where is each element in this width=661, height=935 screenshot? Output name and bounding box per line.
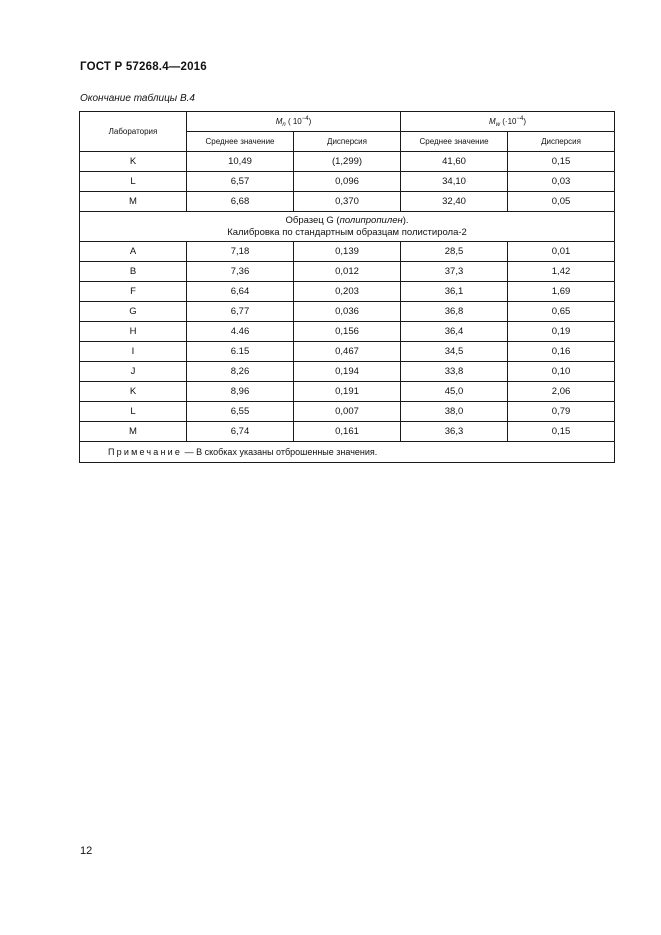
- mn-scale-open: ( 10: [285, 116, 302, 126]
- cell-mw-dispersion: 0,65: [508, 302, 615, 322]
- cell-mn-dispersion: 0,203: [294, 282, 401, 302]
- cell-laboratory: M: [80, 192, 187, 212]
- cell-mw-dispersion: 0,79: [508, 402, 615, 422]
- table-row: [80, 242, 615, 262]
- cell-mn-dispersion: 0,161: [294, 422, 401, 442]
- table-row: [80, 422, 615, 442]
- cell-mn-mean: 8,26: [187, 362, 294, 382]
- cell-mw-mean: 41,60: [401, 152, 508, 172]
- document-title: ГОСТ Р 57268.4—2016: [80, 61, 207, 73]
- cell-mw-dispersion: 0,05: [508, 192, 615, 212]
- note-row: [80, 442, 615, 463]
- cell-mn-mean: 6,55: [187, 402, 294, 422]
- cell-laboratory: B: [80, 262, 187, 282]
- cell-laboratory: L: [80, 402, 187, 422]
- cell-mw-mean: 38,0: [401, 402, 508, 422]
- table-caption: Окончание таблицы В.4: [80, 93, 195, 104]
- cell-mw-dispersion: 1,69: [508, 282, 615, 302]
- cell-mn-mean: 6,77: [187, 302, 294, 322]
- note-text: — В скобках указаны отброшенные значения.: [182, 447, 378, 457]
- cell-laboratory: G: [80, 302, 187, 322]
- mw-scale-open: (·10: [500, 116, 517, 126]
- table-row: [80, 282, 615, 302]
- note-label: Примечание: [108, 447, 183, 457]
- cell-mw-mean: 34,10: [401, 172, 508, 192]
- table-row: [80, 382, 615, 402]
- header-mw: [401, 112, 615, 132]
- cell-mn-dispersion: 0,191: [294, 382, 401, 402]
- header-mn: [187, 112, 401, 132]
- cell-mn-mean: 6,64: [187, 282, 294, 302]
- group-prefix: Образец G (: [285, 214, 340, 226]
- cell-mw-mean: 32,40: [401, 192, 508, 212]
- cell-mw-mean: 34,5: [401, 342, 508, 362]
- header-mn-mean: Среднее значение: [187, 132, 294, 152]
- cell-mn-dispersion: 0,007: [294, 402, 401, 422]
- cell-mn-dispersion: 0,096: [294, 172, 401, 192]
- cell-mw-dispersion: 0,01: [508, 242, 615, 262]
- table-row: [80, 192, 615, 212]
- cell-laboratory: M: [80, 422, 187, 442]
- cell-laboratory: K: [80, 152, 187, 172]
- cell-mn-dispersion: (1,299): [294, 152, 401, 172]
- cell-mw-mean: 36,1: [401, 282, 508, 302]
- mn-symbol: M: [275, 116, 283, 126]
- cell-laboratory: A: [80, 242, 187, 262]
- cell-mw-mean: 45,0: [401, 382, 508, 402]
- cell-mw-mean: 33,8: [401, 362, 508, 382]
- cell-mn-dispersion: 0,467: [294, 342, 401, 362]
- table-row: [80, 302, 615, 322]
- cell-laboratory: H: [80, 322, 187, 342]
- cell-mw-dispersion: 0,10: [508, 362, 615, 382]
- cell-mw-mean: 36,8: [401, 302, 508, 322]
- table-body-bottom: [80, 242, 615, 442]
- cell-mw-dispersion: 2,06: [508, 382, 615, 402]
- mw-symbol: M: [489, 116, 496, 126]
- mw-scale-close: ): [523, 116, 527, 126]
- cell-mn-dispersion: 0,139: [294, 242, 401, 262]
- cell-mn-mean: 7,36: [187, 262, 294, 282]
- table-row: [80, 402, 615, 422]
- table-row: [80, 172, 615, 192]
- header-mw-dispersion: Дисперсия: [508, 132, 615, 152]
- table-row: [80, 322, 615, 342]
- cell-laboratory: F: [80, 282, 187, 302]
- header-laboratory: Лаборатория: [80, 112, 187, 152]
- cell-mw-dispersion: 1,42: [508, 262, 615, 282]
- cell-laboratory: I: [80, 342, 187, 362]
- group-material: полипропилен: [339, 214, 403, 226]
- table-row: [80, 262, 615, 282]
- note-cell: [80, 442, 615, 463]
- mw-subscript: w: [495, 121, 501, 128]
- cell-mn-dispersion: 0,012: [294, 262, 401, 282]
- cell-mn-mean: 6.15: [187, 342, 294, 362]
- cell-mw-dispersion: 0,03: [508, 172, 615, 192]
- page-number: 12: [80, 845, 93, 857]
- table-row: [80, 342, 615, 362]
- header-mn-dispersion: Дисперсия: [294, 132, 401, 152]
- cell-laboratory: J: [80, 362, 187, 382]
- group-row: [80, 212, 615, 242]
- cell-mn-dispersion: 0,370: [294, 192, 401, 212]
- cell-mn-dispersion: 0,036: [294, 302, 401, 322]
- cell-mw-dispersion: 0,15: [508, 152, 615, 172]
- mw-scale-exp: −4: [516, 115, 524, 122]
- cell-mn-dispersion: 0,156: [294, 322, 401, 342]
- header-mw-mean: Среднее значение: [401, 132, 508, 152]
- cell-laboratory: L: [80, 172, 187, 192]
- group-suffix: ).: [402, 214, 409, 226]
- cell-mw-mean: 37,3: [401, 262, 508, 282]
- cell-mw-dispersion: 0,15: [508, 422, 615, 442]
- cell-mw-mean: 28,5: [401, 242, 508, 262]
- cell-mn-mean: 6,74: [187, 422, 294, 442]
- cell-laboratory: K: [80, 382, 187, 402]
- cell-mw-mean: 36,3: [401, 422, 508, 442]
- cell-mn-mean: 7,18: [187, 242, 294, 262]
- group-heading: [80, 212, 615, 242]
- results-table: [79, 111, 615, 463]
- cell-mw-mean: 36,4: [401, 322, 508, 342]
- cell-mn-mean: 10,49: [187, 152, 294, 172]
- cell-mn-mean: 6,68: [187, 192, 294, 212]
- cell-mw-dispersion: 0,19: [508, 322, 615, 342]
- cell-mn-mean: 6,57: [187, 172, 294, 192]
- table-row: [80, 152, 615, 172]
- table-row: [80, 362, 615, 382]
- mn-scale-exp: −4: [301, 115, 309, 122]
- cell-mn-mean: 8,96: [187, 382, 294, 402]
- group-calibration: Калибровка по стандартным образцам полистирола-2: [227, 226, 467, 238]
- cell-mn-dispersion: 0,194: [294, 362, 401, 382]
- table-body-top: [80, 152, 615, 212]
- cell-mw-dispersion: 0,16: [508, 342, 615, 362]
- mn-subscript: n: [282, 121, 286, 128]
- mn-scale-close: ): [308, 116, 312, 126]
- cell-mn-mean: 4.46: [187, 322, 294, 342]
